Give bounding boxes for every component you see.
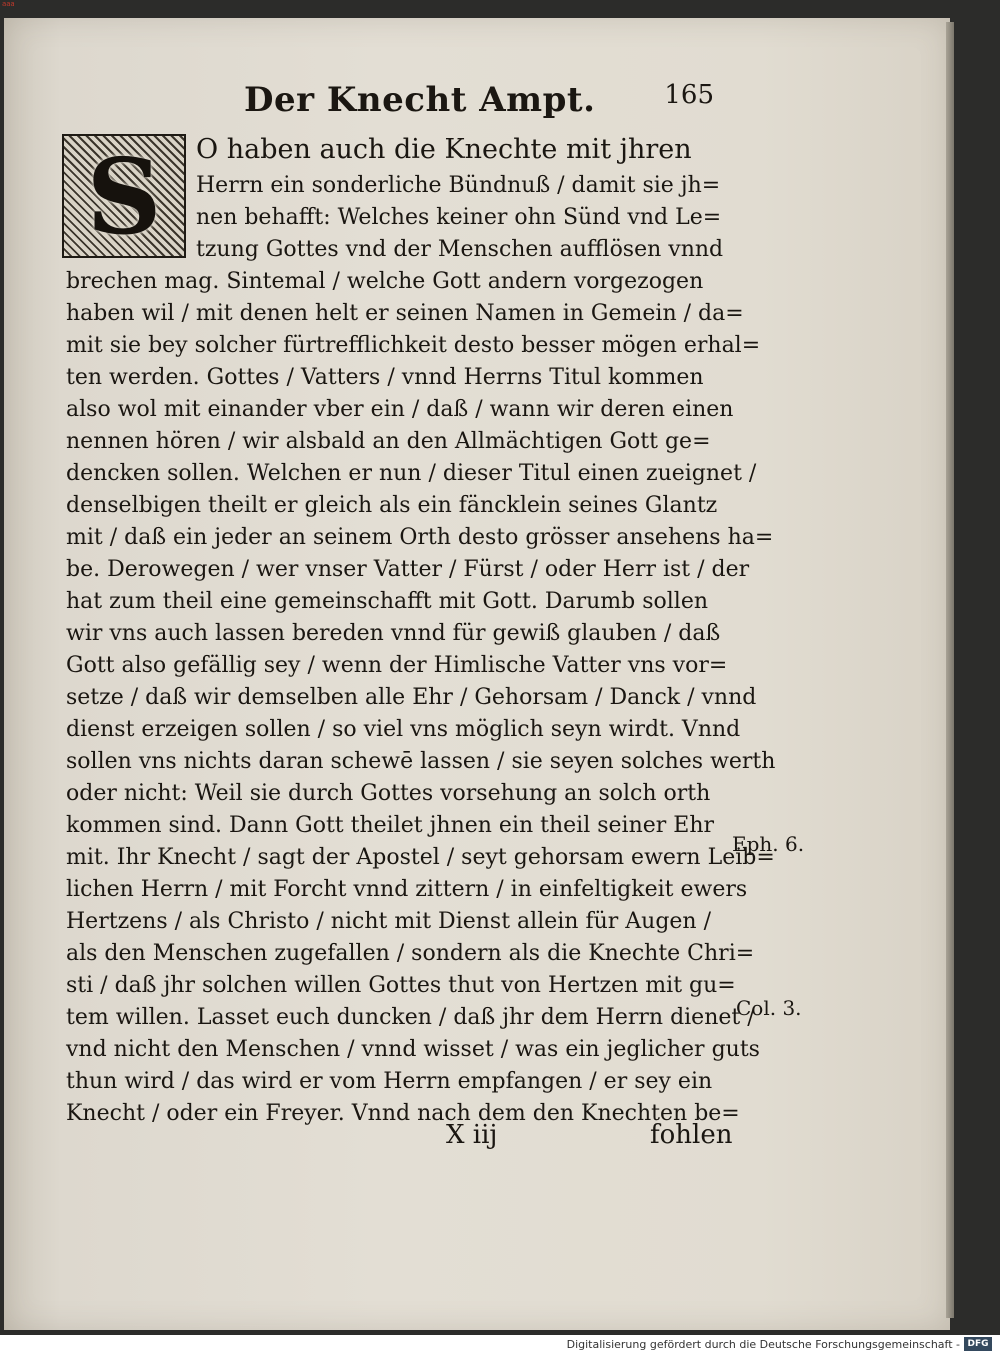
margin-note-colossians: Col. 3. xyxy=(736,996,802,1020)
text-line: kommen sind. Dann Gott theilet jhnen ein theil seiner Ehr xyxy=(66,813,715,838)
text-line: sollen vns nichts daran schewē lassen / sie seyen solches werth xyxy=(66,749,776,774)
scan-corner-mark: aaa xyxy=(2,0,15,8)
text-line: Gott also gefällig sey / wenn der Himlische Vatter vns vor= xyxy=(66,653,728,678)
text-line: tzung Gottes vnd der Menschen aufflösen vnnd xyxy=(196,237,724,262)
text-line: Herrn ein sonderliche Bündnuß / damit sie jh= xyxy=(196,173,721,198)
text-line: mit / daß ein jeder an seinem Orth desto grösser ansehens ha= xyxy=(66,525,774,550)
text-line: dencken sollen. Welchen er nun / dieser Titul einen zueignet / xyxy=(66,461,757,486)
text-line: dienst erzeigen sollen / so viel vns möglich seyn wirdt. Vnnd xyxy=(66,717,741,742)
digitization-credit: Digitalisierung gefördert durch die Deutsche Forschungsgemeinschaft - xyxy=(566,1338,960,1351)
text-line: ten werden. Gottes / Vatters / vnnd Herrns Titul kommen xyxy=(66,365,704,390)
text-line: nennen hören / wir alsbald an den Allmächtigen Gott ge= xyxy=(66,429,711,454)
text-line: haben wil / mit denen helt er seinen Namen in Gemein / da= xyxy=(66,301,744,326)
text-line: als den Menschen zugefallen / sondern als die Knechte Chri= xyxy=(66,941,755,966)
catchword: fohlen xyxy=(650,1120,733,1150)
text-line: setze / daß wir demselben alle Ehr / Gehorsam / Danck / vnnd xyxy=(66,685,757,710)
text-line: hat zum theil eine gemeinschafft mit Gott. Darumb sollen xyxy=(66,589,709,614)
page-header xyxy=(244,80,714,130)
running-head: Der Knecht Ampt. xyxy=(244,80,596,120)
text-line: oder nicht: Weil sie durch Gottes vorsehung an solch orth xyxy=(66,781,711,806)
text-line: tem willen. Lasset euch duncken / daß jhr dem Herrn dienet / xyxy=(66,1005,755,1030)
signature-mark: X iij xyxy=(446,1120,498,1150)
initial-letter: S xyxy=(86,134,162,258)
text-line: denselbigen theilt er gleich als ein fäncklein seines Glantz xyxy=(66,493,718,518)
text-line: brechen mag. Sintemal / welche Gott andern vorgezogen xyxy=(66,269,704,294)
text-line: wir vns auch lassen bereden vnnd für gewiß glauben / daß xyxy=(66,621,721,646)
text-line: Hertzens / als Christo / nicht mit Dienst allein für Augen / xyxy=(66,909,712,934)
text-line: nen behafft: Welches keiner ohn Sünd vnd Le= xyxy=(196,205,722,230)
text-line: Knecht / oder ein Freyer. Vnnd nach dem den Knechten be= xyxy=(66,1101,740,1126)
text-line: be. Derowegen / wer vnser Vatter / Fürst / oder Herr ist / der xyxy=(66,557,750,582)
text-line: O haben auch die Knechte mit jhren xyxy=(196,134,692,165)
text-line: also wol mit einander vber ein / daß / wann wir deren einen xyxy=(66,397,734,422)
text-line: lichen Herrn / mit Forcht vnnd zittern / in einfeltigkeit ewers xyxy=(66,877,748,902)
decorated-initial-icon xyxy=(62,134,186,258)
text-line: vnd nicht den Menschen / vnnd wisset / was ein jeglicher guts xyxy=(66,1037,760,1062)
page-edge xyxy=(946,22,954,1318)
text-line: mit. Ihr Knecht / sagt der Apostel / seyt gehorsam ewern Leib= xyxy=(66,845,775,870)
text-line: thun wird / das wird er vom Herrn empfangen / er sey ein xyxy=(66,1069,713,1094)
dfg-logo-icon: DFG xyxy=(964,1337,992,1351)
page-number: 165 xyxy=(664,80,714,110)
text-line: mit sie bey solcher fürtrefflichkeit desto besser mögen erhal= xyxy=(66,333,761,358)
margin-note-ephesians: Eph. 6. xyxy=(732,832,805,856)
text-line: sti / daß jhr solchen willen Gottes thut von Hertzen mit gu= xyxy=(66,973,736,998)
